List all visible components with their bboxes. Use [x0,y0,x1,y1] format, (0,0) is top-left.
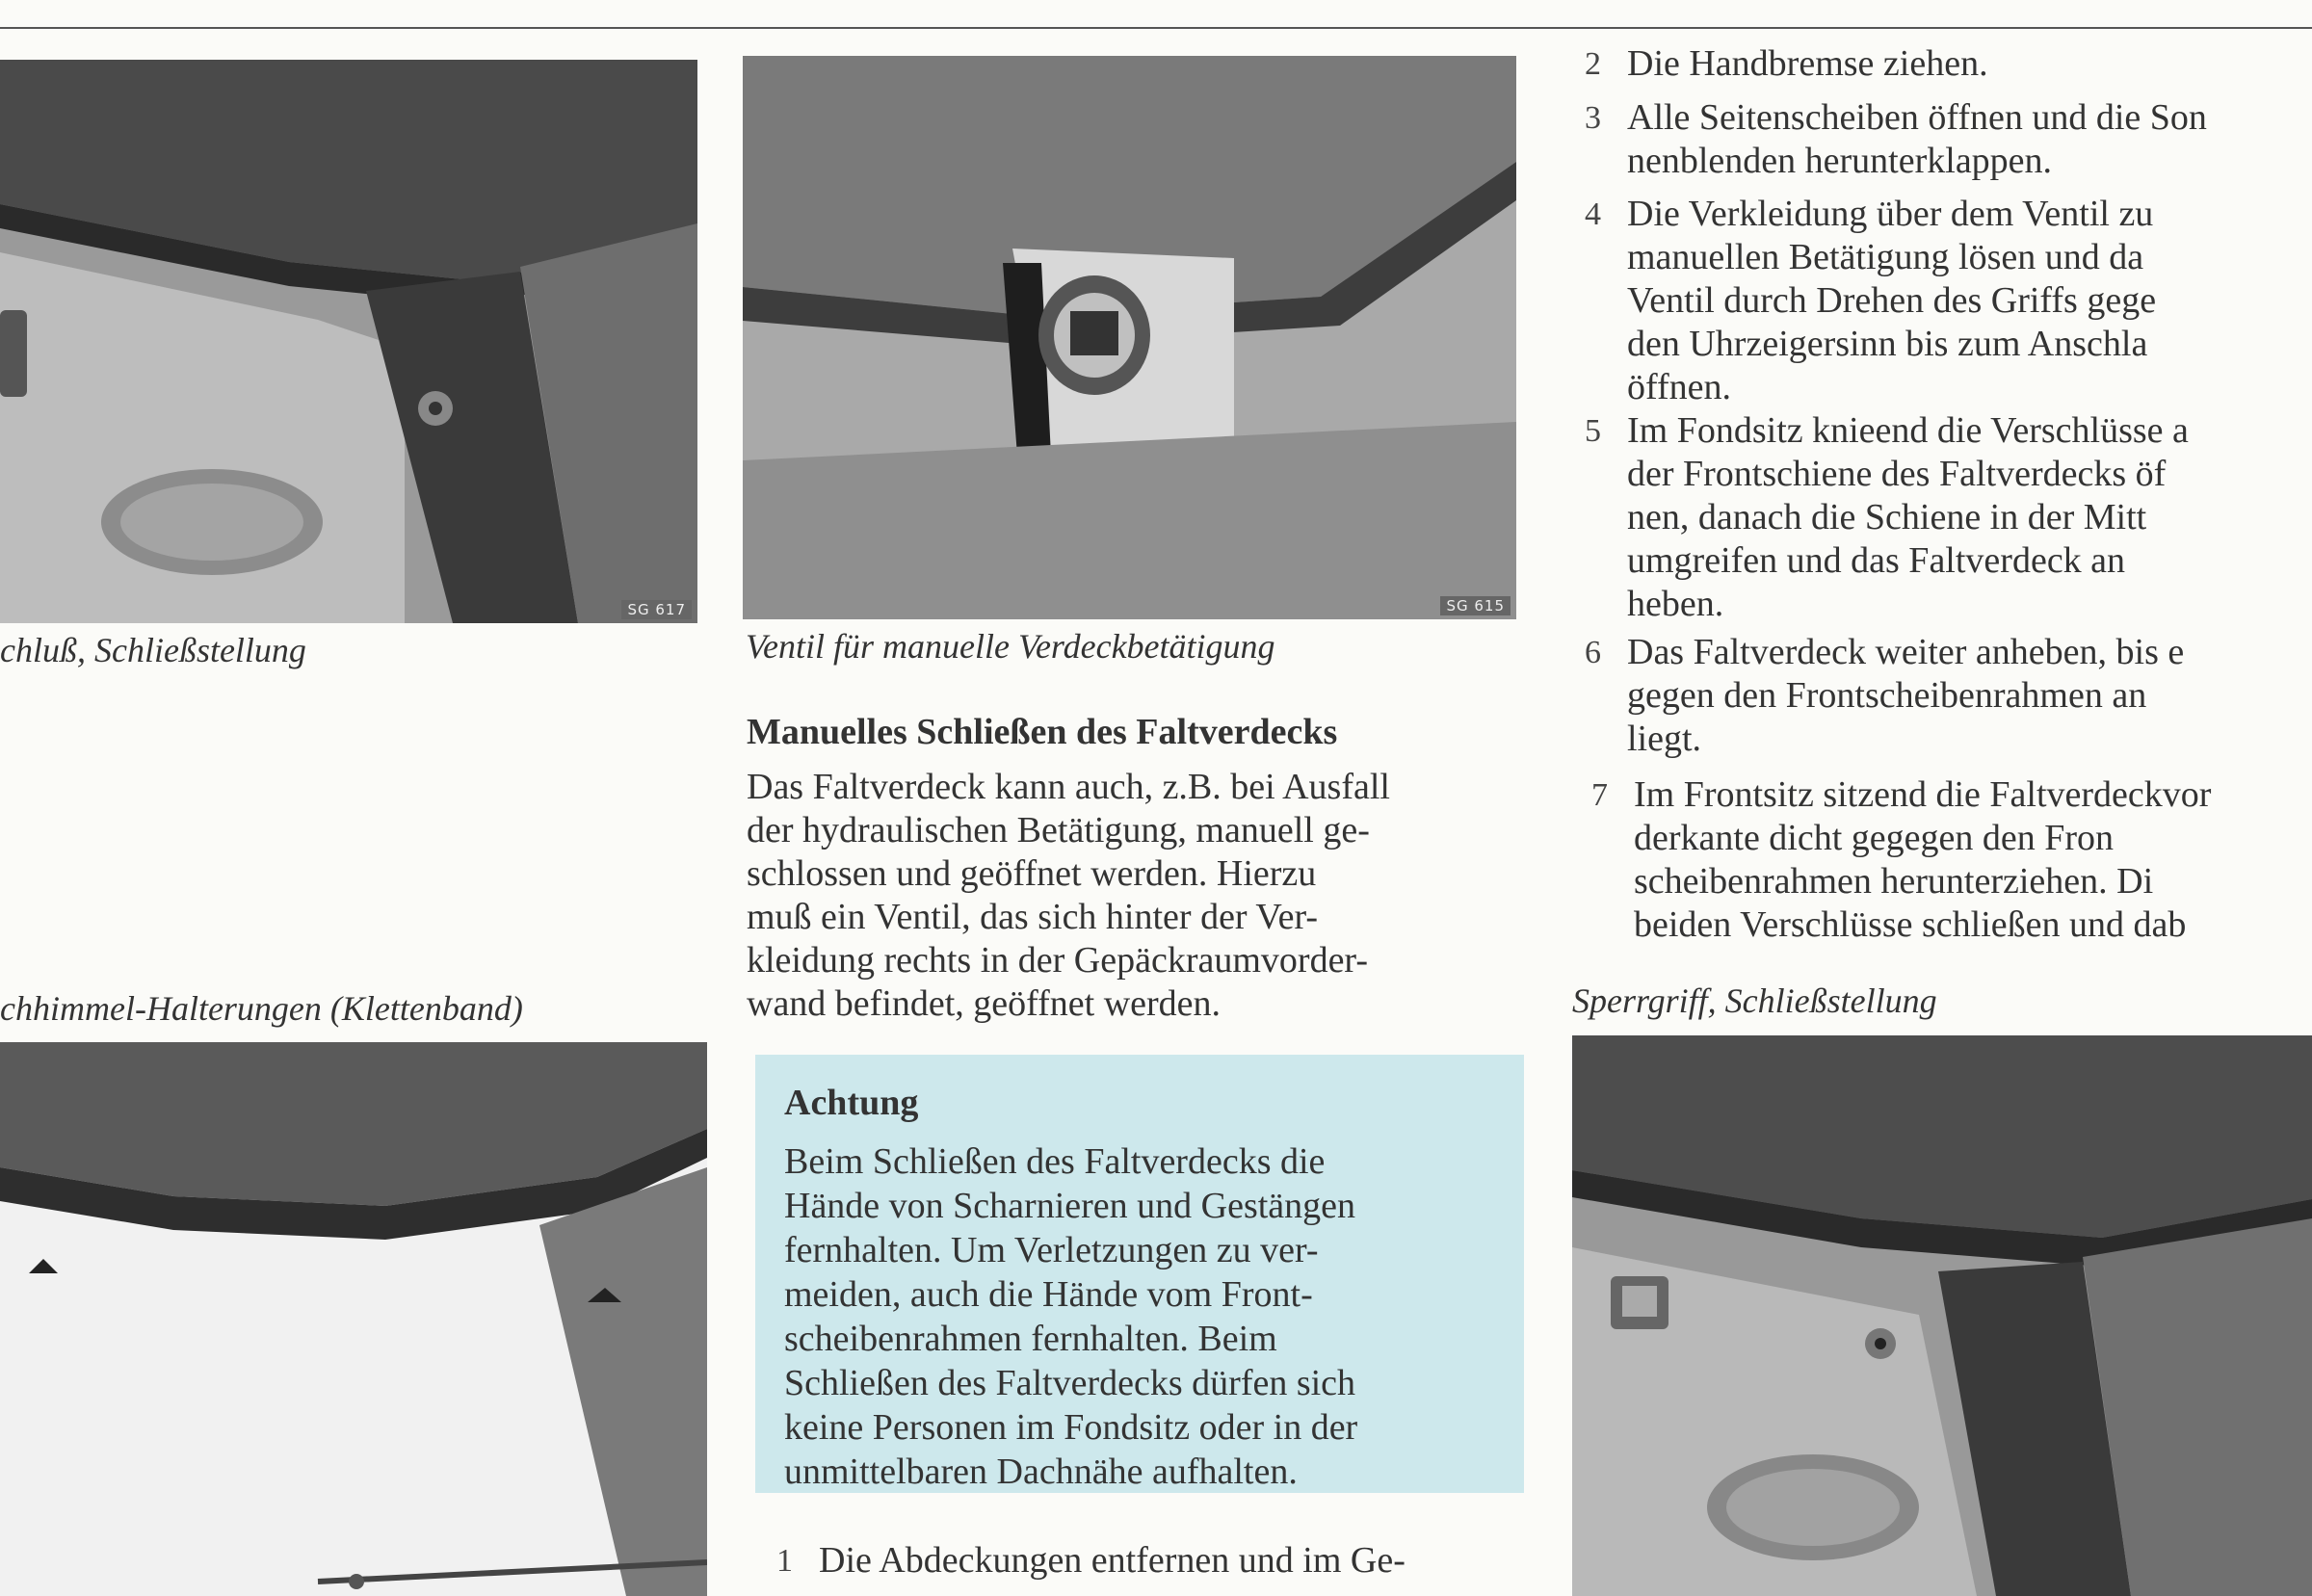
step-line: liegt. [1627,719,1702,759]
step-number: 4 [1585,196,1601,232]
photo-code: SG 615 [1440,596,1511,615]
step-line: Im Fondsitz knieend die Verschlüsse a [1627,410,2189,451]
step-line: Ventil durch Drehen des Griffs gege [1627,280,2157,321]
step-number: 7 [1591,777,1608,813]
step-line: scheibenrahmen herunterziehen. Di [1634,861,2154,902]
warning-line: Schließen des Faltverdecks dürfen sich [784,1363,1356,1403]
paragraph-line: Das Faltverdeck kann auch, z.B. bei Ausfall [747,767,1390,807]
warning-text [784,1139,1495,1494]
caption-latch-closed: chluß, Schließstellung [0,631,306,669]
step-number: 1 [776,1543,793,1579]
step-line: nenblenden herunterklappen. [1627,141,2053,181]
paragraph-line: schlossen und geöffnet werden. Hierzu [747,853,1317,894]
warning-line: meiden, auch die Hände vom Front- [784,1274,1313,1315]
top-rule [0,27,2312,29]
warning-line: Hände von Scharnieren und Gestängen [784,1186,1356,1226]
warning-line: unmittelbaren Dachnähe aufhalten. [784,1452,1298,1492]
caption-roof-liner-holders: chhimmel-Halterungen (Klettenband) [0,989,523,1028]
warning-line: scheibenrahmen fernhalten. Beim [784,1319,1277,1359]
paragraph-line: wand befindet, geöffnet werden. [747,983,1222,1024]
step-number: 3 [1585,100,1601,136]
paragraph-line: muß ein Ventil, das sich hinter der Ver- [747,897,1319,937]
section-heading: Manuelles Schließen des Faltverdecks [747,712,1338,752]
photo-valve [743,56,1516,619]
step-line: beiden Verschlüsse schließen und dab [1634,904,2187,945]
caption-valve: Ventil für manuelle Verdeckbetätigung [746,627,1275,666]
step-line: der Frontschiene des Faltverdecks öf [1627,454,2167,494]
warning-line: fernhalten. Um Verletzungen zu ver- [784,1230,1319,1270]
photo-locking-handle [1572,1035,2312,1596]
step-line: den Uhrzeigersinn bis zum Anschla [1627,324,2148,364]
step-line: Die Abdeckungen entfernen und im Ge- [819,1540,1406,1581]
step-number: 5 [1585,413,1601,449]
section-paragraph [747,766,1519,1026]
step-line: manuellen Betätigung lösen und da [1627,237,2144,277]
photo-roof-liner-holders [0,1042,707,1596]
step-line: Die Verkleidung über dem Ventil zu [1627,194,2154,234]
photo-latch-closed [0,60,697,623]
paragraph-line: kleidung rechts in der Gepäckraumvorder- [747,940,1368,981]
step-line: umgreifen und das Faltverdeck an [1627,540,2126,581]
caption-locking-handle: Sperrgriff, Schließstellung [1572,981,1937,1020]
step-line: Die Handbremse ziehen. [1627,43,1988,84]
warning-box [755,1055,1524,1493]
photo-code: SG 617 [621,600,692,619]
paragraph-line: der hydraulischen Betätigung, manuell ge- [747,810,1370,850]
step-line: Das Faltverdeck weiter anheben, bis e [1627,632,2185,672]
step-number: 6 [1585,635,1601,670]
step-number: 2 [1585,46,1601,82]
warning-line: Beim Schließen des Faltverdecks die [784,1141,1326,1182]
warning-title: Achtung [784,1083,919,1123]
warning-line: keine Personen im Fondsitz oder in der [784,1407,1358,1448]
step-line: Alle Seitenscheiben öffnen und die Son [1627,97,2207,138]
step-line: heben. [1627,584,1724,624]
step-line: gegen den Frontscheibenrahmen an [1627,675,2147,716]
step-line: Im Frontsitz sitzend die Faltverdeckvor [1634,774,2212,815]
step-line: öffnen. [1627,367,1731,407]
step-line: nen, danach die Schiene in der Mitt [1627,497,2147,537]
step-line: derkante dicht gegegen den Fron [1634,818,2115,858]
